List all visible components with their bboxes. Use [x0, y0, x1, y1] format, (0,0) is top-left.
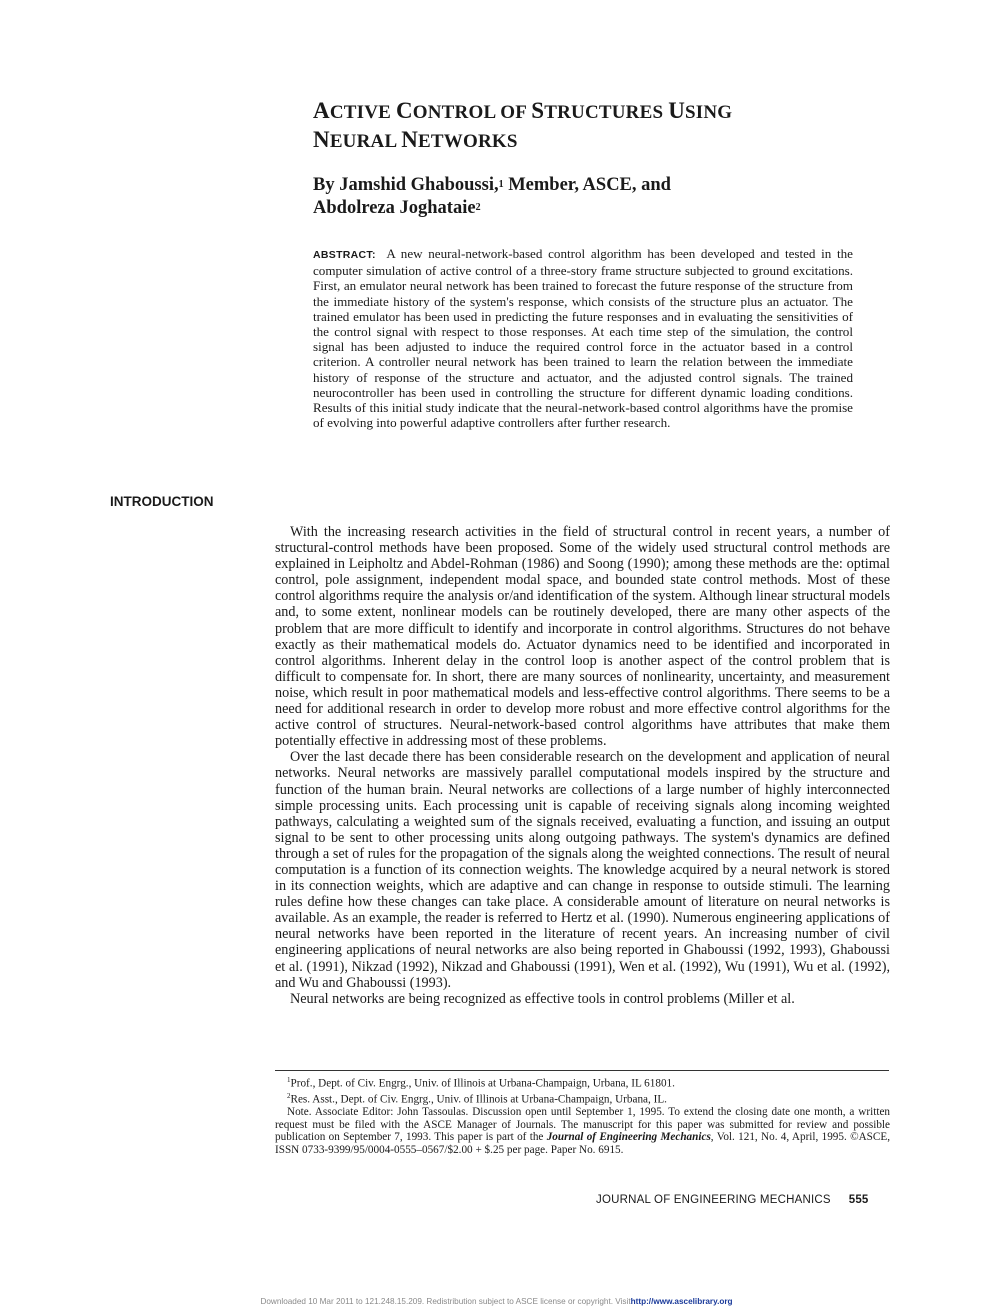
download-text: Downloaded 10 Mar 2011 to 121.248.15.209. Redistribution subject to ASCE license or copyright. Visit — [260, 1297, 631, 1306]
download-notice — [0, 1297, 993, 1306]
journal-name: JOURNAL OF ENGINEERING MECHANICS — [596, 1194, 831, 1206]
paragraph: Over the last decade there has been considerable research on the development and application of neural networks. Neural networks are massively parallel computational models inspired by the structure and function of the human brain. Neural networks are collections of a large number of highly interconnected simple processing units. Each processing unit is capable of receiving signals along incoming weighted pathways, calculating a weighted sum of the signals received, evaluating a function, and issuing an output signal to be sent to other processing units along outgoing pathways. The system's dynamics are defined through a set of rules for the propagation of the signals along the weighted connections. The result of neural computation is a function of its connection weights. The knowledge acquired by a neural network is stored in its connection weights, which are adaptive and can change in response to outside stimuli. The learning rules define how these changes can take place. A considerable amount of literature on neural networks is available. As an example, the reader is referred to Hertz et al. (1990). Numerous engineering applications of neural networks have been reported in the literature of recent years. An increasing number of civil engineering applications of neural networks are also being reported in Ghaboussi (1992, 1993), Ghaboussi et al. (1991), Nikzad (1992), Nikzad and Ghaboussi (1991), Wen et al. (1992), Wu (1991), Wu et al. (1992), and Wu and Ghaboussi (1993). — [275, 749, 890, 991]
ascelibrary-link[interactable]: http://www.ascelibrary.org — [630, 1297, 733, 1306]
title-line-1: ACTIVE CONTROL OF STRUCTURES USING — [313, 98, 733, 123]
footnote-divider — [275, 1070, 889, 1071]
footnote-1: $^1$Prof., Dept. of Civ. Engrg., Univ. of Illinois at Urbana-Champaign, Urbana, IL 61801. — [287, 1076, 675, 1090]
paper-title — [313, 97, 873, 155]
paragraph: Neural networks are being recognized as effective tools in control problems (Miller et al. — [290, 990, 795, 1007]
title-line-2: NEURAL NETWORKS — [313, 127, 518, 152]
paragraph: With the increasing research activities in the field of structural control in recent years, a number of structural-control methods have been proposed. Some of the widely used structural control methods are explained in Leipholtz and Abdel-Rohman (1986) and Soong (1990); among these methods are the: optimal control, pole assignment, independent modal space, and bounded state control methods. Most of these control algorithms require the analysis or/and identification of the system. Although linear structural models and, to some extent, nonlinear models can be routinely developed, there are many other aspects of the problem that are more difficult to identify and incorporate in control algorithms. Structures do not behave exactly as their mathematical models do. Actuator dynamics need to be identified and incorporated in control algorithms. Inherent delay in the control loop is another aspect of the control problem that is difficult to compensate for. In short, there are many sources of nonlinearity, uncertainty, and measurement noise, which result in poor mathematical models and less-effective control algorithms. There seems to be a need for additional research in order to develop more robust and more effective control algorithms for the active control of structures. Neural-network-based control algorithms have attributes that make them potentially effective in addressing most of these problems. — [275, 524, 890, 750]
author-line-2: Abdolreza Joghataie$^2$ — [313, 198, 481, 218]
footnote-2: $^2$Res. Asst., Dept. of Civ. Engrg., Univ. of Illinois at Urbana-Champaign, Urbana, IL. — [287, 1092, 667, 1106]
author-block — [313, 174, 873, 220]
page-number: 555 — [848, 1194, 869, 1206]
abstract-label: ABSTRACT: — [313, 249, 376, 261]
footnotes — [275, 1074, 890, 1156]
section-heading-introduction: INTRODUCTION — [110, 494, 214, 509]
editorial-note: Note. Associate Editor: John Tassoulas. Discussion open until September 1, 1995. To extend the closing date one month, a written request must be filed with the ASCE Manager of Journals. The manuscript for this paper was submitted for review and possible publication on September 7, 1993. This paper is part of the Journal of Engineering Mechanics, Vol. 121, No. 4, April, 1995. ©ASCE, ISSN 0733-9399/95/0004-0555–0567/$2.00 + $.25 per page. Paper No. 6915. — [275, 1106, 890, 1156]
abstract-text: A new neural-network-based control algorithm has been developed and tested in the computer simulation of active control of a three-story frame structure subjected to ground excitations. First, an emulator neural network has been trained to forecast the future response of the structure from the immediate history of the system's response, which consists of the structure plus an actuator. The trained emulator has been used in predicting the future responses and in evaluating the sensitivities of the control signal with respect to those responses. At each time step of the simulation, the control signal has been adjusted to induce the required control force in the actuator based in a control criterion. A controller neural network has been trained to learn the relation between the immediate history of response of the structure and actuator, and the adjusted control signals. The trained neurocontroller has been used in controlling the structure for different dynamic loading conditions. Results of this initial study indicate that the neural-network-based control algorithms have the promise of evolving into powerful adaptive controllers after further research. — [313, 246, 853, 431]
author-line-1: By Jamshid Ghaboussi,$^1$ Member, ASCE, and — [313, 175, 671, 195]
introduction-body — [275, 524, 890, 1007]
running-footer — [596, 1194, 869, 1206]
abstract — [313, 246, 853, 430]
